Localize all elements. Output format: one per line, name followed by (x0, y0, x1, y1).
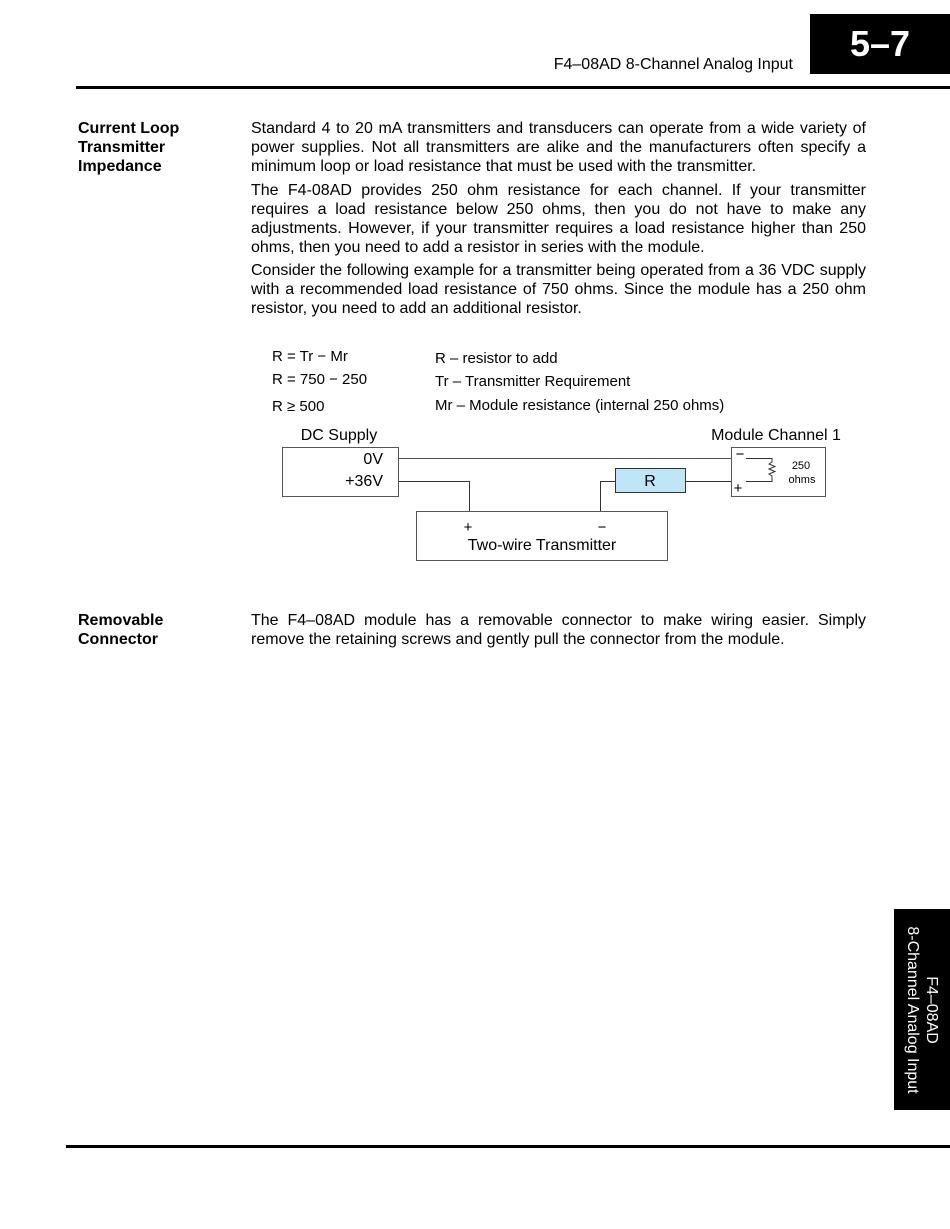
wire-resistor-to-transmitter (601, 482, 616, 512)
body-paragraph: Standard 4 to 20 mA transmitters and transducers can operate from a wide variety of power supplies. Not all transmitters are alike and the manufacturers often specify a minimum loop or load resistance that must be used with the transmitter. (251, 120, 866, 175)
module-minus-terminal: − (735, 446, 745, 463)
dc-supply-36v: +36V (345, 473, 383, 490)
wire-36v-to-transmitter (399, 482, 470, 512)
internal-resistor-value: 250 (791, 460, 811, 472)
dc-supply-0v: 0V (363, 451, 383, 468)
equation-line: R = Tr − Mr (272, 348, 348, 365)
chapter-side-tab (894, 909, 950, 1110)
module-box (732, 448, 826, 497)
page-number: 5–7 (849, 23, 911, 64)
page-number-tab (810, 14, 950, 74)
internal-resistor-unit: ohms (788, 474, 816, 486)
transmitter-plus-terminal: + (463, 519, 473, 536)
internal-resistor-symbol (746, 459, 775, 482)
body-paragraph: Consider the following example for a transmitter being operated from a 36 VDC supply with a recommended load resistance of 750 ohms. Since the module has a 250 ohm resistor, you need to add an additional resistor. (251, 262, 866, 317)
added-resistor-label: R (644, 473, 656, 490)
module-plus-terminal: + (733, 480, 743, 497)
equation-line: R = 750 − 250 (272, 371, 368, 388)
module-channel-label: Module Channel 1 (711, 427, 841, 444)
section-heading-line: Transmitter (78, 139, 166, 156)
section-heading-line: Removable (78, 612, 164, 629)
equation-line: R ≥ 500 (272, 398, 325, 415)
transmitter-minus-terminal: − (597, 519, 607, 536)
section-heading-line: Current Loop (78, 120, 180, 137)
wiring-diagram (250, 420, 870, 570)
transmitter-label: Two-wire Transmitter (467, 537, 617, 554)
legend-line: Tr – Transmitter Requirement (435, 373, 631, 390)
running-header: F4–08AD 8-Channel Analog Input (553, 56, 793, 73)
footer-rule (66, 1145, 950, 1148)
section-heading-removable-connector (78, 611, 163, 649)
section-heading-line: Impedance (78, 158, 162, 175)
side-tab-line: F4–08AD (923, 975, 940, 1044)
header-rule (76, 86, 950, 89)
body-paragraph: The F4-08AD provides 250 ohm resistance for each channel. If your transmitter requires a load resistance below 250 ohms, then you do not have to make any adjustments. However, if your transmitter requires a load resistance higher than 250 ohms, then you need to add a resistor in series with the module. (251, 182, 866, 256)
dc-supply-label: DC Supply (300, 427, 378, 444)
legend-line: R – resistor to add (435, 350, 558, 367)
side-tab-line: 8-Channel Analog Input (904, 925, 921, 1094)
legend-line: Mr – Module resistance (internal 250 ohms) (435, 397, 725, 414)
section-heading-line: Connector (78, 631, 158, 648)
body-paragraph: The F4–08AD module has a removable connector to make wiring easier. Simply remove the retaining screws and gently pull the connector from the module. (251, 612, 866, 648)
section-heading-current-loop (78, 119, 179, 176)
